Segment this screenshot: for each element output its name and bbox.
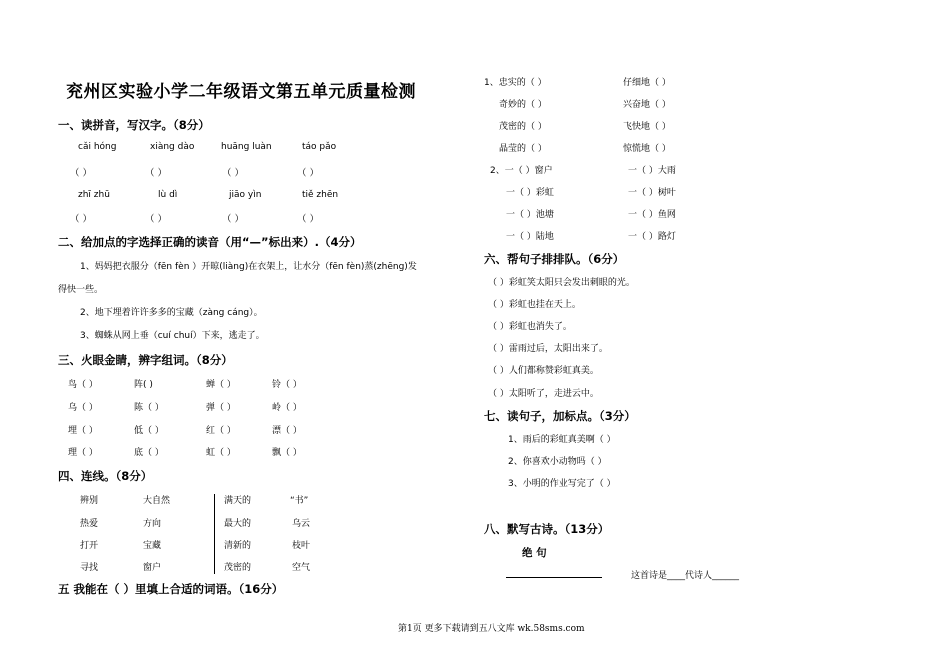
word-item: 漂（ ） — [272, 426, 302, 436]
fill-item: 一（ ）大雨 — [628, 166, 676, 176]
pinyin-item: zhī zhū — [78, 190, 110, 200]
fill-item: 兴奋地（ ） — [623, 100, 671, 110]
pinyin-item: lù dì — [158, 190, 178, 200]
word-item: 虹（ ） — [206, 448, 236, 458]
match-word: 茂密的 — [224, 563, 252, 573]
section-5-heading: 五 我能在（ ）里填上合适的词语。（16分） — [58, 582, 284, 596]
fill-item: 一（ ）池塘 — [506, 210, 554, 220]
poem-title: 绝 句 — [522, 547, 547, 559]
section-7-heading: 七、读句子，加标点。（3分） — [484, 409, 636, 423]
answer-blank[interactable]: （ ） — [145, 168, 168, 179]
match-word: 枝叶 — [292, 541, 311, 551]
fill-item: 奇妙的（ ） — [499, 100, 547, 110]
answer-blank[interactable]: （ ） — [297, 168, 320, 179]
fill-item: 茂密的（ ） — [499, 122, 547, 132]
fill-item: 一（ ）彩虹 — [506, 188, 554, 198]
match-word: 方向 — [143, 519, 162, 529]
match-word: 最大的 — [224, 519, 252, 529]
match-word: 清新的 — [224, 541, 252, 551]
answer-blank[interactable]: （ ） — [70, 214, 93, 225]
pinyin-item: jiāo yìn — [229, 190, 262, 200]
section-4-heading: 四、连线。（8分） — [58, 469, 153, 483]
match-word: “书” — [290, 496, 309, 506]
word-item: 乌（ ） — [68, 403, 98, 413]
word-item: 埋（ ） — [68, 426, 98, 436]
fill-item: 2、一（ ）窗户 — [490, 166, 553, 176]
answer-blank[interactable]: （ ） — [297, 214, 320, 225]
word-item: 底（ ） — [134, 448, 164, 458]
match-word: 辨别 — [80, 496, 99, 506]
question-line: 3、蜘蛛从网上垂（cuí chuí）下来，逃走了。 — [80, 331, 265, 341]
fill-item: 晶莹的（ ） — [499, 144, 547, 154]
divider-line — [214, 494, 215, 574]
fill-item: 惊慌地（ ） — [623, 144, 671, 154]
word-item: 理（ ） — [68, 448, 98, 458]
word-item: 飘（ ） — [272, 448, 302, 458]
section-3-heading: 三、火眼金睛，辨字组词。（8分） — [58, 353, 233, 367]
match-word: 打开 — [80, 541, 99, 551]
answer-underline[interactable] — [506, 577, 602, 578]
word-item: 蝉（ ） — [206, 380, 236, 390]
match-word: 满天的 — [224, 496, 252, 506]
word-item: 岭（ ） — [272, 403, 302, 413]
answer-blank[interactable]: （ ） — [145, 214, 168, 225]
sentence-item: （ ）人们都称赞彩虹真美。 — [488, 366, 599, 376]
word-item: 低（ ） — [134, 426, 164, 436]
sentence-item: （ ）雷雨过后，太阳出来了。 — [488, 344, 608, 354]
pinyin-item: tiě zhēn — [302, 190, 339, 200]
sentence-item: （ ）彩虹也挂在天上。 — [488, 300, 581, 310]
match-word: 热爱 — [80, 519, 99, 529]
word-item: 鸟（ ） — [68, 380, 98, 390]
fill-item: 一（ ）路灯 — [628, 232, 676, 242]
sentence-item: （ ）彩虹也消失了。 — [488, 322, 572, 332]
fill-item: 一（ ）树叶 — [628, 188, 676, 198]
section-1-heading: 一、读拼音，写汉字。（8分） — [58, 118, 210, 132]
section-6-heading: 六、帮句子排排队。（6分） — [484, 252, 625, 266]
question-line: 得快一些。 — [58, 285, 104, 295]
punctuation-item: 2、你喜欢小动物吗（ ） — [508, 457, 607, 467]
word-item: 弹（ ） — [206, 403, 236, 413]
answer-blank[interactable]: （ ） — [222, 168, 245, 179]
pinyin-item: táo pǎo — [302, 142, 337, 152]
fill-item: 飞快地（ ） — [623, 122, 671, 132]
word-item: 红（ ） — [206, 426, 236, 436]
sentence-item: （ ）太阳听了，走进云中。 — [488, 389, 599, 399]
sentence-item: （ ）彩虹笑太阳只会发出刺眼的光。 — [488, 278, 635, 288]
pinyin-item: huāng luàn — [221, 142, 272, 152]
page-title: 兖州区实验小学二年级语文第五单元质量检测 — [66, 82, 416, 102]
pinyin-item: cǎi hóng — [78, 142, 117, 152]
section-8-heading: 八、默写古诗。（13分） — [484, 522, 610, 536]
section-2-heading: 二、给加点的字选择正确的读音（用“—”标出来）.（4分） — [58, 235, 362, 249]
fill-item: 1、忠实的（ ） — [484, 78, 547, 88]
fill-item: 一（ ）陆地 — [506, 232, 554, 242]
match-word: 乌云 — [292, 519, 311, 529]
match-word: 寻找 — [80, 563, 99, 573]
match-word: 宝藏 — [143, 541, 162, 551]
word-item: 铃（ ） — [272, 380, 302, 390]
match-word: 大自然 — [143, 496, 171, 506]
question-line: 1、妈妈把衣服分（fēn fèn ）开晾(liàng)在衣架上，让水分（fēn fèn)蒸(zhēng)发 — [80, 262, 417, 272]
word-item: 阵( ) — [134, 380, 153, 390]
fill-item: 仔细地（ ） — [623, 78, 671, 88]
pinyin-item: xiàng dào — [150, 142, 195, 152]
answer-blank[interactable]: （ ） — [70, 168, 93, 179]
match-word: 窗户 — [143, 563, 162, 573]
page-footer: 第1页 更多下载请到五八文库 wk.58sms.com — [398, 624, 585, 634]
word-item: 陈（ ） — [134, 403, 164, 413]
author-line: 这首诗是____代诗人______ — [631, 571, 740, 581]
question-line: 2、地下埋着许许多多的宝藏（zàng cáng）。 — [80, 308, 263, 318]
answer-blank[interactable]: （ ） — [222, 214, 245, 225]
punctuation-item: 1、雨后的彩虹真美啊（ ） — [508, 435, 616, 445]
fill-item: 一（ ）鱼网 — [628, 210, 676, 220]
match-word: 空气 — [292, 563, 311, 573]
punctuation-item: 3、小明的作业写完了（ ） — [508, 479, 616, 489]
